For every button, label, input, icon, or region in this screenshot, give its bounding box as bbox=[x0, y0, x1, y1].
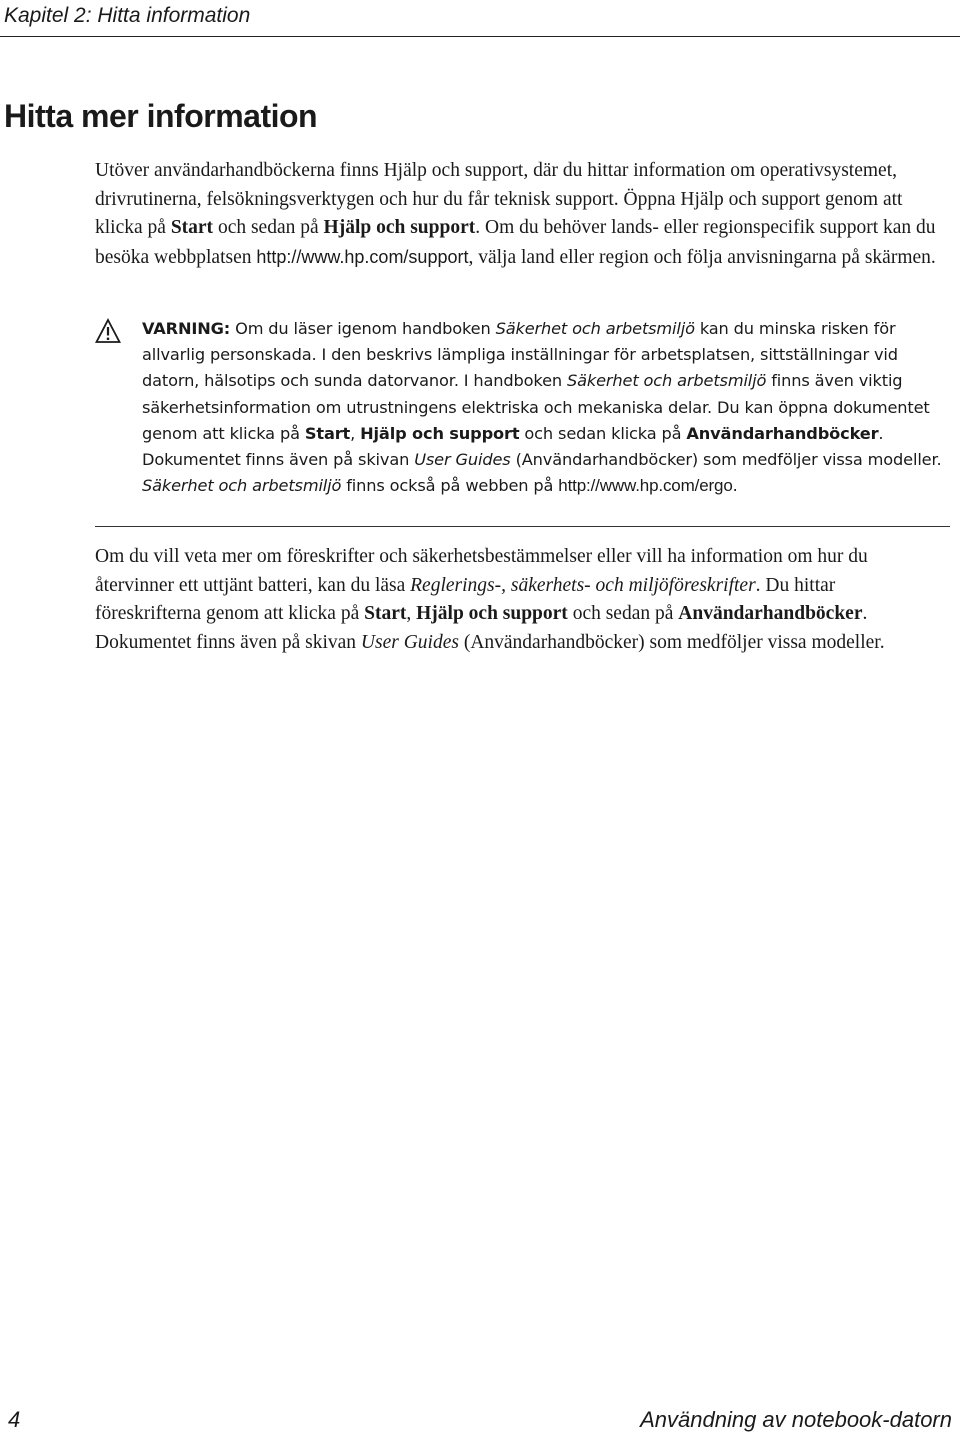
header-divider bbox=[0, 36, 960, 37]
ergo-url-link[interactable]: http://www.hp.com/ergo bbox=[558, 476, 733, 496]
warning-box bbox=[95, 316, 950, 527]
warning-label: VARNING: bbox=[142, 319, 231, 338]
start-term: Start bbox=[170, 217, 214, 238]
help-support-term: Hjälp och support bbox=[323, 217, 476, 238]
regulations-paragraph: Om du vill veta mer om föreskrifter och säkerhetsbestämmelser eller vill ha information om hur du återvinner ett uttjänt batteri, kan du läsa Reglerings-, säkerhets- och miljöföreskrifter. Du hittar föreskrifterna genom att klicka på Start, Hjälp och support och sedan på Användarhandböcker. Dokumentet finns även på skivan User Guides (Användarhandböcker) som medföljer vissa modeller. bbox=[95, 546, 885, 653]
warning-text: VARNING: Om du läser igenom handboken Säkerhet och arbetsmiljö kan du minska risken för allvarlig personskada. I den beskrivs lämpliga inställningar för arbetsplatsen, sittställningar vid datorn, hälsotips och sunda datorvanor. I handboken Säkerhet och arbetsmiljö finns även viktig säkerhetsinformation om utrustningens elektriska och mekaniska delar. Du kan öppna dokumentet genom att klicka på Start, Hjälp och support och sedan klicka på Användarhandböcker. Dokumentet finns även på skivan User Guides (Användarhandböcker) som medföljer vissa modeller. Säkerhet och arbetsmiljö finns också på webben på http://www.hp.com/ergo. bbox=[142, 319, 942, 496]
warning-triangle-icon bbox=[95, 318, 121, 344]
intro-paragraph: Utöver användarhandböckerna finns Hjälp och support, där du hittar information om operativsystemet, drivrutinerna, felsökningsverktygen och hur du får teknisk support. Öppna Hjälp och support genom att klicka på Start och sedan på Hjälp och support. Om du behöver lands- eller regionspecifik support kan du besöka webbplatsen http://www.hp.com/support, välja land eller region och följa anvisningarna på skärmen. bbox=[95, 160, 936, 268]
page-number: 4 bbox=[8, 1407, 21, 1432]
footer-book-title: Användning av notebook-datorn bbox=[640, 1407, 952, 1432]
running-header: Kapitel 2: Hitta information bbox=[4, 4, 251, 27]
support-url-link[interactable]: http://www.hp.com/support bbox=[256, 246, 469, 267]
page-title: Hitta mer information bbox=[4, 98, 318, 134]
